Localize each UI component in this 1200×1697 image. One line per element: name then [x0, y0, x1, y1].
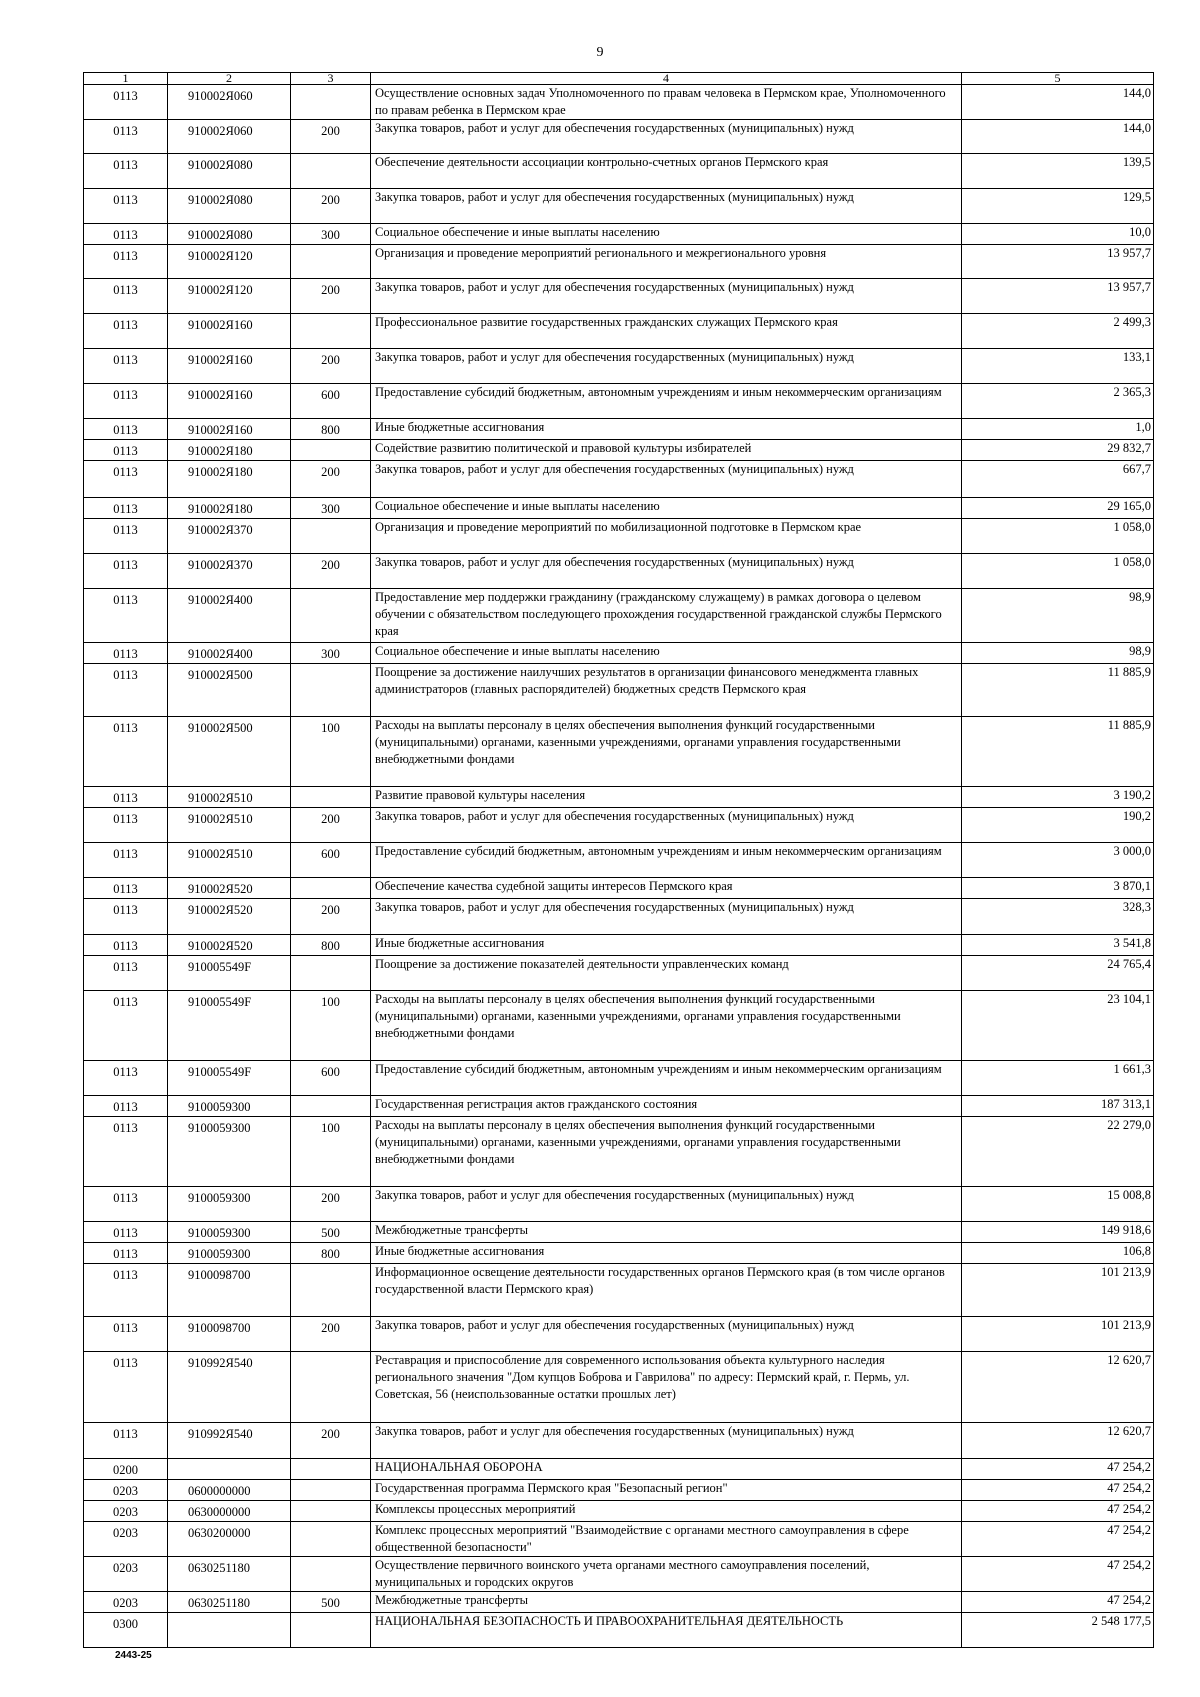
table-row: [84, 384, 1154, 419]
amount-cell: 47 254,2: [962, 1501, 1154, 1522]
section-code-cell: 0113: [84, 519, 168, 554]
target-article-cell: [168, 1459, 291, 1480]
expense-type-cell: [291, 85, 371, 120]
target-article-cell: 910002Я060: [168, 85, 291, 120]
amount-cell: 2 365,3: [962, 384, 1154, 419]
expense-type-cell: [291, 1557, 371, 1592]
target-article-cell: 910002Я120: [168, 245, 291, 279]
section-code-cell: 0113: [84, 120, 168, 154]
table-row: [84, 314, 1154, 349]
description-cell: Закупка товаров, работ и услуг для обеспечения государственных (муниципальных) нужд: [371, 189, 962, 224]
description-cell: Развитие правовой культуры населения: [371, 787, 962, 808]
table-row: [84, 85, 1154, 120]
amount-cell: 1 661,3: [962, 1061, 1154, 1096]
section-code-cell: 0113: [84, 419, 168, 440]
target-article-cell: 910002Я510: [168, 843, 291, 878]
description-cell: Поощрение за достижение показателей деятельности управленческих команд: [371, 956, 962, 991]
table-row: [84, 1222, 1154, 1243]
target-article-cell: 9100059300: [168, 1243, 291, 1264]
amount-cell: 10,0: [962, 224, 1154, 245]
table-row: [84, 643, 1154, 664]
expense-type-cell: 200: [291, 554, 371, 589]
table-row: [84, 808, 1154, 843]
target-article-cell: 910002Я520: [168, 878, 291, 899]
target-article-cell: 910002Я520: [168, 935, 291, 956]
amount-cell: 29 832,7: [962, 440, 1154, 461]
expense-type-cell: 300: [291, 224, 371, 245]
section-code-cell: 0203: [84, 1480, 168, 1501]
amount-cell: 22 279,0: [962, 1117, 1154, 1187]
expense-type-cell: 200: [291, 279, 371, 314]
description-cell: Межбюджетные трансферты: [371, 1222, 962, 1243]
description-cell: Организация и проведение мероприятий по мобилизационной подготовке в Пермском крае: [371, 519, 962, 554]
table-row: [84, 349, 1154, 384]
table-row: [84, 154, 1154, 189]
description-cell: Реставрация и приспособление для современного использования объекта культурного наследия регионального значения "Дом купцов Боброва и Гаврилова" по адресу: Пермский край, г. Пермь, ул. Советская, 56 (неиспользованные остатки прошлых лет): [371, 1352, 962, 1423]
target-article-cell: 9100098700: [168, 1317, 291, 1352]
section-code-cell: 0113: [84, 1061, 168, 1096]
target-article-cell: 910002Я180: [168, 498, 291, 519]
amount-cell: 133,1: [962, 349, 1154, 384]
table-row: [84, 1480, 1154, 1501]
table-row: [84, 498, 1154, 519]
amount-cell: 12 620,7: [962, 1423, 1154, 1459]
expense-type-cell: 200: [291, 1317, 371, 1352]
expense-type-cell: 300: [291, 498, 371, 519]
amount-cell: 3 190,2: [962, 787, 1154, 808]
target-article-cell: 910002Я080: [168, 154, 291, 189]
table-row: [84, 1264, 1154, 1317]
target-article-cell: 910002Я180: [168, 461, 291, 498]
expense-type-cell: 200: [291, 808, 371, 843]
target-article-cell: [168, 1613, 291, 1648]
description-cell: Организация и проведение мероприятий регионального и межрегионального уровня: [371, 245, 962, 279]
section-code-cell: 0200: [84, 1459, 168, 1480]
section-code-cell: 0113: [84, 384, 168, 419]
target-article-cell: 910992Я540: [168, 1352, 291, 1423]
expense-type-cell: [291, 589, 371, 643]
expense-type-cell: [291, 1264, 371, 1317]
table-row: [84, 189, 1154, 224]
description-cell: Расходы на выплаты персоналу в целях обеспечения выполнения функций государственными (муниципальными) органами, казенными учреждениями, органами управления государственными внебюджетными фондами: [371, 717, 962, 787]
amount-cell: 47 254,2: [962, 1557, 1154, 1592]
expense-type-cell: [291, 787, 371, 808]
target-article-cell: 910002Я160: [168, 314, 291, 349]
table-row: [84, 1592, 1154, 1613]
column-header: 1: [84, 73, 168, 85]
table-row: [84, 843, 1154, 878]
expense-type-cell: [291, 314, 371, 349]
description-cell: Предоставление субсидий бюджетным, автономным учреждениям и иным некоммерческим организациям: [371, 384, 962, 419]
expense-type-cell: 300: [291, 643, 371, 664]
target-article-cell: 910002Я160: [168, 384, 291, 419]
amount-cell: 101 213,9: [962, 1264, 1154, 1317]
target-article-cell: 910005549F: [168, 1061, 291, 1096]
section-code-cell: 0113: [84, 224, 168, 245]
table-row: [84, 787, 1154, 808]
table-row: [84, 554, 1154, 589]
section-code-cell: 0113: [84, 1264, 168, 1317]
target-article-cell: 0630251180: [168, 1592, 291, 1613]
section-code-cell: 0113: [84, 279, 168, 314]
table-row: [84, 1501, 1154, 1522]
amount-cell: 139,5: [962, 154, 1154, 189]
table-row: [84, 1243, 1154, 1264]
expense-type-cell: 500: [291, 1592, 371, 1613]
amount-cell: 106,8: [962, 1243, 1154, 1264]
table-row: [84, 664, 1154, 717]
target-article-cell: 910002Я500: [168, 717, 291, 787]
table-row: [84, 279, 1154, 314]
description-cell: Закупка товаров, работ и услуг для обеспечения государственных (муниципальных) нужд: [371, 808, 962, 843]
section-code-cell: 0113: [84, 935, 168, 956]
description-cell: Закупка товаров, работ и услуг для обеспечения государственных (муниципальных) нужд: [371, 279, 962, 314]
target-article-cell: 910992Я540: [168, 1423, 291, 1459]
target-article-cell: 910002Я120: [168, 279, 291, 314]
expense-type-cell: 200: [291, 349, 371, 384]
section-code-cell: 0113: [84, 787, 168, 808]
table-row: [84, 440, 1154, 461]
target-article-cell: 910002Я060: [168, 120, 291, 154]
table-row: [84, 1187, 1154, 1222]
expense-type-cell: 100: [291, 1117, 371, 1187]
description-cell: Социальное обеспечение и иные выплаты населению: [371, 498, 962, 519]
amount-cell: 328,3: [962, 899, 1154, 935]
table-row: [84, 1613, 1154, 1648]
table-row: [84, 224, 1154, 245]
expense-type-cell: [291, 1459, 371, 1480]
amount-cell: 2 499,3: [962, 314, 1154, 349]
table-row: [84, 1061, 1154, 1096]
target-article-cell: 9100059300: [168, 1096, 291, 1117]
target-article-cell: 910002Я400: [168, 643, 291, 664]
target-article-cell: 9100059300: [168, 1117, 291, 1187]
description-cell: Комплекс процессных мероприятий "Взаимодействие с органами местного самоуправления в сфере общественной безопасности": [371, 1522, 962, 1557]
amount-cell: 190,2: [962, 808, 1154, 843]
expense-type-cell: [291, 154, 371, 189]
expense-type-cell: [291, 519, 371, 554]
table-row: [84, 991, 1154, 1061]
section-code-cell: 0203: [84, 1522, 168, 1557]
table-row: [84, 1459, 1154, 1480]
target-article-cell: 0630000000: [168, 1501, 291, 1522]
section-code-cell: 0113: [84, 843, 168, 878]
section-code-cell: 0113: [84, 554, 168, 589]
amount-cell: 13 957,7: [962, 279, 1154, 314]
expense-type-cell: 800: [291, 1243, 371, 1264]
amount-cell: 15 008,8: [962, 1187, 1154, 1222]
expense-type-cell: [291, 1613, 371, 1648]
expense-type-cell: 200: [291, 1423, 371, 1459]
expense-type-cell: 200: [291, 461, 371, 498]
section-code-cell: 0113: [84, 498, 168, 519]
target-article-cell: 910002Я400: [168, 589, 291, 643]
section-code-cell: 0300: [84, 1613, 168, 1648]
target-article-cell: 0630251180: [168, 1557, 291, 1592]
amount-cell: 13 957,7: [962, 245, 1154, 279]
section-code-cell: 0113: [84, 589, 168, 643]
section-code-cell: 0113: [84, 1117, 168, 1187]
expense-type-cell: 200: [291, 189, 371, 224]
section-code-cell: 0113: [84, 643, 168, 664]
target-article-cell: 910002Я080: [168, 189, 291, 224]
description-cell: Закупка товаров, работ и услуг для обеспечения государственных (муниципальных) нужд: [371, 899, 962, 935]
description-cell: Комплексы процессных мероприятий: [371, 1501, 962, 1522]
description-cell: Осуществление основных задач Уполномоченного по правам человека в Пермском крае, Уполномоченного по правам ребенка в Пермском крае: [371, 85, 962, 120]
target-article-cell: 9100059300: [168, 1222, 291, 1243]
description-cell: Предоставление субсидий бюджетным, автономным учреждениям и иным некоммерческим организациям: [371, 1061, 962, 1096]
target-article-cell: 910002Я370: [168, 554, 291, 589]
section-code-cell: 0113: [84, 1317, 168, 1352]
amount-cell: 11 885,9: [962, 664, 1154, 717]
description-cell: Социальное обеспечение и иные выплаты населению: [371, 643, 962, 664]
description-cell: Социальное обеспечение и иные выплаты населению: [371, 224, 962, 245]
table-header-row: [84, 73, 1154, 85]
amount-cell: 47 254,2: [962, 1459, 1154, 1480]
amount-cell: 667,7: [962, 461, 1154, 498]
section-code-cell: 0203: [84, 1501, 168, 1522]
expense-type-cell: [291, 1352, 371, 1423]
table-row: [84, 120, 1154, 154]
amount-cell: 3 541,8: [962, 935, 1154, 956]
target-article-cell: 910002Я160: [168, 419, 291, 440]
section-code-cell: 0113: [84, 1187, 168, 1222]
section-code-cell: 0113: [84, 189, 168, 224]
expense-type-cell: 100: [291, 991, 371, 1061]
section-code-cell: 0113: [84, 1096, 168, 1117]
description-cell: Иные бюджетные ассигнования: [371, 419, 962, 440]
column-header: 4: [371, 73, 962, 85]
budget-table: [83, 72, 1154, 1648]
target-article-cell: 0600000000: [168, 1480, 291, 1501]
expense-type-cell: [291, 878, 371, 899]
description-cell: Предоставление субсидий бюджетным, автономным учреждениям и иным некоммерческим организациям: [371, 843, 962, 878]
description-cell: Предоставление мер поддержки гражданину (гражданскому служащему) в рамках договора о целевом обучении с обязательством последующего прохождения государственной гражданской службы Пермского края: [371, 589, 962, 643]
description-cell: Профессиональное развитие государственных гражданских служащих Пермского края: [371, 314, 962, 349]
expense-type-cell: [291, 1501, 371, 1522]
expense-type-cell: 800: [291, 419, 371, 440]
expense-type-cell: 200: [291, 899, 371, 935]
target-article-cell: 910002Я080: [168, 224, 291, 245]
expense-type-cell: [291, 245, 371, 279]
expense-type-cell: [291, 1522, 371, 1557]
table-row: [84, 1522, 1154, 1557]
description-cell: Закупка товаров, работ и услуг для обеспечения государственных (муниципальных) нужд: [371, 554, 962, 589]
description-cell: Осуществление первичного воинского учета органами местного самоуправления поселений, муниципальных и городских округов: [371, 1557, 962, 1592]
description-cell: Иные бюджетные ассигнования: [371, 935, 962, 956]
section-code-cell: 0113: [84, 1352, 168, 1423]
description-cell: Обеспечение качества судебной защиты интересов Пермского края: [371, 878, 962, 899]
description-cell: Обеспечение деятельности ассоциации контрольно-счетных органов Пермского края: [371, 154, 962, 189]
target-article-cell: 910002Я370: [168, 519, 291, 554]
amount-cell: 187 313,1: [962, 1096, 1154, 1117]
section-code-cell: 0113: [84, 461, 168, 498]
table-row: [84, 1117, 1154, 1187]
section-code-cell: 0113: [84, 245, 168, 279]
amount-cell: 24 765,4: [962, 956, 1154, 991]
amount-cell: 12 620,7: [962, 1352, 1154, 1423]
expense-type-cell: [291, 1096, 371, 1117]
amount-cell: 98,9: [962, 589, 1154, 643]
table-row: [84, 1557, 1154, 1592]
expense-type-cell: [291, 956, 371, 991]
amount-cell: 98,9: [962, 643, 1154, 664]
section-code-cell: 0113: [84, 1243, 168, 1264]
expense-type-cell: 800: [291, 935, 371, 956]
amount-cell: 149 918,6: [962, 1222, 1154, 1243]
target-article-cell: 910005549F: [168, 956, 291, 991]
table-row: [84, 717, 1154, 787]
expense-type-cell: 600: [291, 1061, 371, 1096]
description-cell: Закупка товаров, работ и услуг для обеспечения государственных (муниципальных) нужд: [371, 1317, 962, 1352]
table-row: [84, 1352, 1154, 1423]
section-code-cell: 0113: [84, 314, 168, 349]
table-row: [84, 956, 1154, 991]
expense-type-cell: 500: [291, 1222, 371, 1243]
section-code-cell: 0113: [84, 717, 168, 787]
amount-cell: 144,0: [962, 120, 1154, 154]
section-code-cell: 0113: [84, 808, 168, 843]
amount-cell: 144,0: [962, 85, 1154, 120]
table-row: [84, 461, 1154, 498]
table-row: [84, 1096, 1154, 1117]
section-code-cell: 0113: [84, 349, 168, 384]
description-cell: Расходы на выплаты персоналу в целях обеспечения выполнения функций государственными (муниципальными) органами, казенными учреждениями, органами управления государственными внебюджетными фондами: [371, 1117, 962, 1187]
table-row: [84, 519, 1154, 554]
table-row: [84, 589, 1154, 643]
target-article-cell: 910005549F: [168, 991, 291, 1061]
amount-cell: 1 058,0: [962, 554, 1154, 589]
expense-type-cell: 200: [291, 120, 371, 154]
target-article-cell: 910002Я510: [168, 808, 291, 843]
amount-cell: 3 870,1: [962, 878, 1154, 899]
amount-cell: 23 104,1: [962, 991, 1154, 1061]
document-code: 2443-25: [115, 1650, 152, 1661]
column-header: 2: [168, 73, 291, 85]
table-body: [84, 85, 1154, 1648]
description-cell: Закупка товаров, работ и услуг для обеспечения государственных (муниципальных) нужд: [371, 1187, 962, 1222]
expense-type-cell: 100: [291, 717, 371, 787]
amount-cell: 47 254,2: [962, 1592, 1154, 1613]
amount-cell: 2 548 177,5: [962, 1613, 1154, 1648]
table-row: [84, 419, 1154, 440]
section-code-cell: 0113: [84, 664, 168, 717]
section-code-cell: 0113: [84, 440, 168, 461]
description-cell: Иные бюджетные ассигнования: [371, 1243, 962, 1264]
target-article-cell: 910002Я180: [168, 440, 291, 461]
expense-type-cell: 600: [291, 843, 371, 878]
target-article-cell: 910002Я160: [168, 349, 291, 384]
target-article-cell: 0630200000: [168, 1522, 291, 1557]
section-code-cell: 0203: [84, 1592, 168, 1613]
table-row: [84, 1317, 1154, 1352]
description-cell: НАЦИОНАЛЬНАЯ ОБОРОНА: [371, 1459, 962, 1480]
description-cell: Межбюджетные трансферты: [371, 1592, 962, 1613]
column-header: 5: [962, 73, 1154, 85]
amount-cell: 3 000,0: [962, 843, 1154, 878]
target-article-cell: 9100098700: [168, 1264, 291, 1317]
section-code-cell: 0113: [84, 85, 168, 120]
amount-cell: 29 165,0: [962, 498, 1154, 519]
amount-cell: 1,0: [962, 419, 1154, 440]
description-cell: Содействие развитию политической и правовой культуры избирателей: [371, 440, 962, 461]
table-row: [84, 245, 1154, 279]
amount-cell: 1 058,0: [962, 519, 1154, 554]
page-number: 9: [596, 45, 604, 60]
expense-type-cell: 200: [291, 1187, 371, 1222]
description-cell: Закупка товаров, работ и услуг для обеспечения государственных (муниципальных) нужд: [371, 120, 962, 154]
description-cell: Государственная регистрация актов гражданского состояния: [371, 1096, 962, 1117]
section-code-cell: 0203: [84, 1557, 168, 1592]
section-code-cell: 0113: [84, 991, 168, 1061]
expense-type-cell: [291, 1480, 371, 1501]
description-cell: Государственная программа Пермского края "Безопасный регион": [371, 1480, 962, 1501]
description-cell: Закупка товаров, работ и услуг для обеспечения государственных (муниципальных) нужд: [371, 461, 962, 498]
target-article-cell: 910002Я500: [168, 664, 291, 717]
table-row: [84, 878, 1154, 899]
amount-cell: 129,5: [962, 189, 1154, 224]
description-cell: Расходы на выплаты персоналу в целях обеспечения выполнения функций государственными (муниципальными) органами, казенными учреждениями, органами управления государственными внебюджетными фондами: [371, 991, 962, 1061]
description-cell: Закупка товаров, работ и услуг для обеспечения государственных (муниципальных) нужд: [371, 1423, 962, 1459]
expense-type-cell: 600: [291, 384, 371, 419]
section-code-cell: 0113: [84, 878, 168, 899]
amount-cell: 47 254,2: [962, 1522, 1154, 1557]
column-header: 3: [291, 73, 371, 85]
table-row: [84, 935, 1154, 956]
amount-cell: 101 213,9: [962, 1317, 1154, 1352]
table-row: [84, 1423, 1154, 1459]
section-code-cell: 0113: [84, 956, 168, 991]
section-code-cell: 0113: [84, 1423, 168, 1459]
amount-cell: 47 254,2: [962, 1480, 1154, 1501]
description-cell: Информационное освещение деятельности государственных органов Пермского края (в том числе органов государственной власти Пермского края): [371, 1264, 962, 1317]
description-cell: НАЦИОНАЛЬНАЯ БЕЗОПАСНОСТЬ И ПРАВООХРАНИТЕЛЬНАЯ ДЕЯТЕЛЬНОСТЬ: [371, 1613, 962, 1648]
amount-cell: 11 885,9: [962, 717, 1154, 787]
description-cell: Поощрение за достижение наилучших результатов в организации финансового менеджмента главных администраторов (главных распорядителей) бюджетных средств Пермского края: [371, 664, 962, 717]
description-cell: Закупка товаров, работ и услуг для обеспечения государственных (муниципальных) нужд: [371, 349, 962, 384]
section-code-cell: 0113: [84, 899, 168, 935]
section-code-cell: 0113: [84, 154, 168, 189]
target-article-cell: 9100059300: [168, 1187, 291, 1222]
target-article-cell: 910002Я510: [168, 787, 291, 808]
expense-type-cell: [291, 664, 371, 717]
expense-type-cell: [291, 440, 371, 461]
table-row: [84, 899, 1154, 935]
target-article-cell: 910002Я520: [168, 899, 291, 935]
section-code-cell: 0113: [84, 1222, 168, 1243]
